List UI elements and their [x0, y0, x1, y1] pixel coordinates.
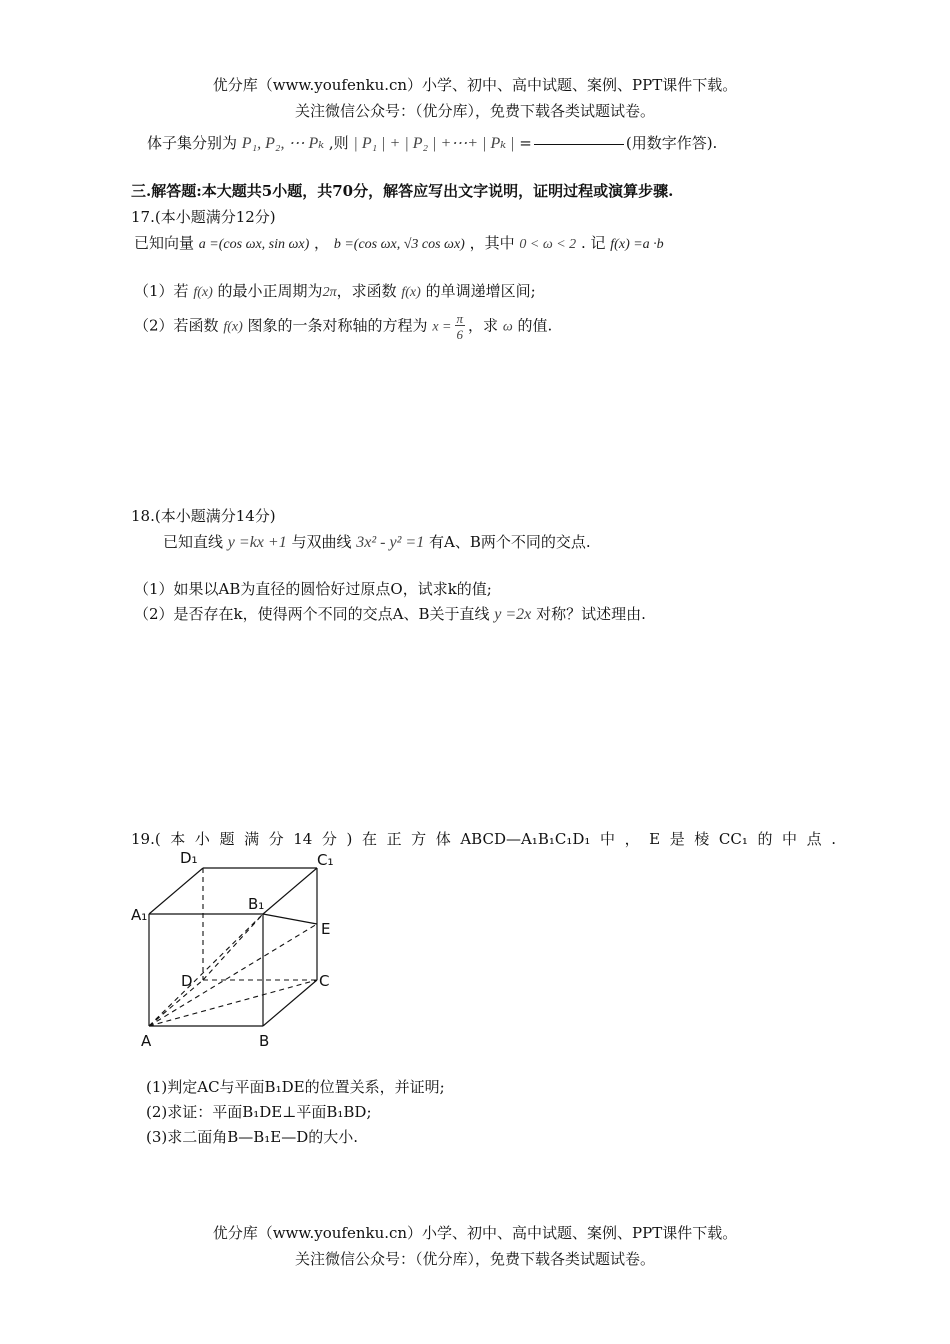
q17-p2-mid: 图象的一条对称轴的方程为 [247, 316, 428, 335]
section3-header: 三.解答题:本大题共5小题，共70分，解答应写出文字说明，证明过程或演算步骤. [131, 182, 674, 200]
q17-part2 [134, 312, 552, 341]
segment-A-B1 [149, 914, 263, 1026]
segment-A-E [149, 924, 317, 1026]
q17-p2-mid2: ，求 [468, 316, 499, 335]
label-C: C [319, 972, 330, 990]
q17-title: 17.(本小题满分12分) [131, 208, 276, 226]
page-footer-line1: 优分库（www.youfenku.cn）小学、初中、高中试题、案例、PPT课件下载。 [212, 1224, 738, 1242]
q17-known-vector: 已知向量 [134, 234, 195, 252]
q18-part1: （1）如果以AB为直径的圆恰好过原点O，试求k的值; [134, 580, 492, 598]
label-D1: D₁ [180, 849, 198, 867]
q17-fx-definition: f(x) =a ·b [610, 237, 664, 252]
q17-comma: ， [314, 234, 330, 252]
q17-p1-f2: f(x) [401, 285, 421, 300]
edge-B1-C1 [263, 868, 317, 914]
page-header-line1: 优分库（www.youfenku.cn）小学、初中、高中试题、案例、PPT课件下载。 [212, 76, 738, 94]
q17-p1-mid: 的最小正周期为 [217, 282, 323, 300]
label-B: B [259, 1032, 270, 1050]
q18-intersection-text: 有A、B两个不同的交点. [428, 533, 591, 551]
q18-p2-prefix: （2）是否存在k，使得两个不同的交点A、B关于直线 [134, 605, 490, 623]
q18-part2 [134, 603, 646, 624]
q18-p2-line: y =2x [494, 606, 532, 623]
q17-p1-period: 2π [322, 285, 337, 300]
q19-title: 19.(本小题满分14分)在正方体ABCD—A₁B₁C₁D₁中，E是棱CC₁的中点. [131, 830, 836, 848]
q18-condition [163, 531, 591, 552]
q17-p2-prefix: （2）若函数 [134, 316, 219, 335]
q17-note: . 记 [580, 234, 606, 252]
fraction-numerator: π [456, 311, 464, 326]
q17-p1-end: 的单调递增区间; [425, 282, 536, 300]
label-D: D [181, 972, 193, 990]
q16-sets-formula: P₁, P₂, ⋯ Pₖ [241, 135, 325, 152]
q16-equals: = [519, 134, 532, 152]
label-A: A [141, 1032, 152, 1050]
segment-A-C [149, 980, 317, 1026]
label-C1: C₁ [317, 851, 334, 869]
q16-text-then: ,则 [328, 134, 349, 152]
label-A1: A₁ [131, 906, 148, 924]
q17-fraction-pi-over-6 [455, 312, 466, 341]
q18-line-intro: 已知直线 [163, 533, 224, 551]
cube-diagram [125, 848, 355, 1053]
q17-p2-x: x = [432, 319, 452, 335]
q17-p1-prefix: （1）若 [134, 282, 189, 300]
q18-title: 18.(本小题满分14分) [131, 507, 276, 525]
q19-part3: (3)求二面角B—B₁E—D的大小. [146, 1128, 359, 1146]
q16-text-after: (用数字作答). [625, 134, 718, 152]
label-E: E [321, 920, 331, 938]
fraction-denominator: 6 [456, 327, 464, 342]
page-footer-line2: 关注微信公众号：（优分库），免费下载各类试题试卷。 [294, 1250, 655, 1268]
segment-D-B1 [203, 914, 263, 980]
segment-B1-E [263, 914, 317, 924]
q16-sum-formula: | P₁ | + | P₂ | +⋯+ | Pₖ | [353, 135, 515, 152]
q17-p2-end: 的值. [517, 316, 553, 335]
edge-A1-D1 [149, 868, 203, 914]
q17-omega-range: 0 < ω < 2 [519, 237, 577, 252]
q18-hyperbola-equation: 3x² - y² =1 [356, 534, 425, 551]
q17-p1-mid2: ，求函数 [336, 282, 397, 300]
q17-vector-b: b =(cos ωx, √3 cos ωx) [333, 237, 465, 252]
q18-line-equation: y =kx +1 [227, 534, 287, 551]
q17-where: ，其中 [469, 234, 515, 252]
q17-condition [134, 232, 664, 253]
q17-vector-a: a =(cos ωx, sin ωx) [198, 237, 310, 252]
q18-p2-end: 对称？试述理由. [536, 605, 646, 623]
label-B1: B₁ [248, 895, 265, 913]
q17-part1 [134, 280, 536, 301]
q17-p1-f: f(x) [193, 285, 213, 300]
q17-p2-omega: ω [502, 319, 513, 335]
q16-text-before: 体子集分别为 [147, 134, 238, 152]
q17-p2-f: f(x) [223, 319, 243, 335]
q16-tail [147, 132, 717, 153]
q19-part2: (2)求证：平面B₁DE⊥平面B₁BD; [146, 1103, 372, 1121]
page-header-line2: 关注微信公众号：（优分库），免费下载各类试题试卷。 [294, 102, 655, 120]
q19-part1: (1)判定AC与平面B₁DE的位置关系，并证明; [146, 1078, 445, 1096]
q18-hyperbola-intro: 与双曲线 [291, 533, 352, 551]
answer-blank [534, 143, 624, 145]
